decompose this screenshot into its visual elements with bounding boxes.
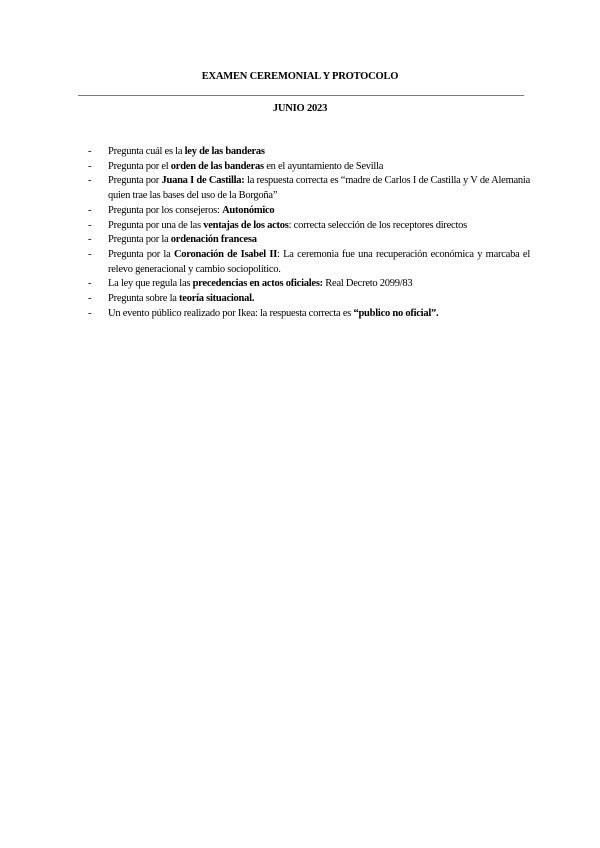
list-bullet: -: [88, 234, 92, 246]
list-item: [88, 204, 530, 219]
list-item: [88, 277, 530, 292]
list-item-text: Pregunta por el orden de las banderas en el ayuntamiento de Sevilla: [108, 160, 384, 172]
list-item: [88, 145, 530, 160]
list-item-text: Pregunta por los consejeros: Autonómico: [108, 204, 275, 216]
list-item-text: Pregunta por la ordenación francesa: [108, 234, 257, 246]
list-bullet: -: [88, 204, 92, 216]
list-bullet: -: [88, 278, 92, 290]
list-item-text: Pregunta sobre la teoría situacional.: [108, 293, 255, 305]
list-item: [88, 292, 530, 307]
list-bullet: -: [88, 307, 92, 319]
list-bullet: -: [88, 146, 92, 157]
list-item: [88, 160, 530, 175]
list-item-text: La ley que regula las precedencias en actos oficiales: Real Decreto 2099/83: [108, 278, 413, 290]
list-bullet: -: [88, 160, 92, 172]
document-subtitle: JUNIO 2023: [272, 103, 328, 114]
list-item-text: Un evento público realizado por Ikea: la respuesta correcta es “publico no oficial”.: [108, 307, 439, 319]
list-bullet: -: [88, 248, 92, 260]
list-item: [88, 248, 530, 277]
title-divider: [78, 95, 524, 96]
list-item: [88, 307, 530, 322]
list-bullet: -: [88, 219, 92, 231]
list-item-text: Pregunta por Juana I de Castilla: la respuesta correcta es “madre de Carlos I de Castilla y V de Alemania quien trae las bases del uso de la Borgoña”: [108, 175, 530, 202]
list-item: [88, 219, 530, 234]
document-title: EXAMEN CEREMONIAL Y PROTOCOLO: [201, 71, 399, 82]
list-item-text: Pregunta por una de las ventajas de los actos: correcta selección de los receptores directos: [108, 219, 467, 231]
question-list: [88, 145, 530, 321]
list-bullet: -: [88, 293, 92, 305]
list-item: [88, 233, 530, 248]
list-item-text: Pregunta por la Coronación de Isabel II: La ceremonia fue una recuperación económica y marcaba el relevo generacional y cambio sociopolítico.: [108, 248, 530, 275]
list-item-text: Pregunta cuál es la ley de las banderas: [108, 146, 265, 157]
list-bullet: -: [88, 175, 92, 187]
list-item: [88, 174, 530, 203]
